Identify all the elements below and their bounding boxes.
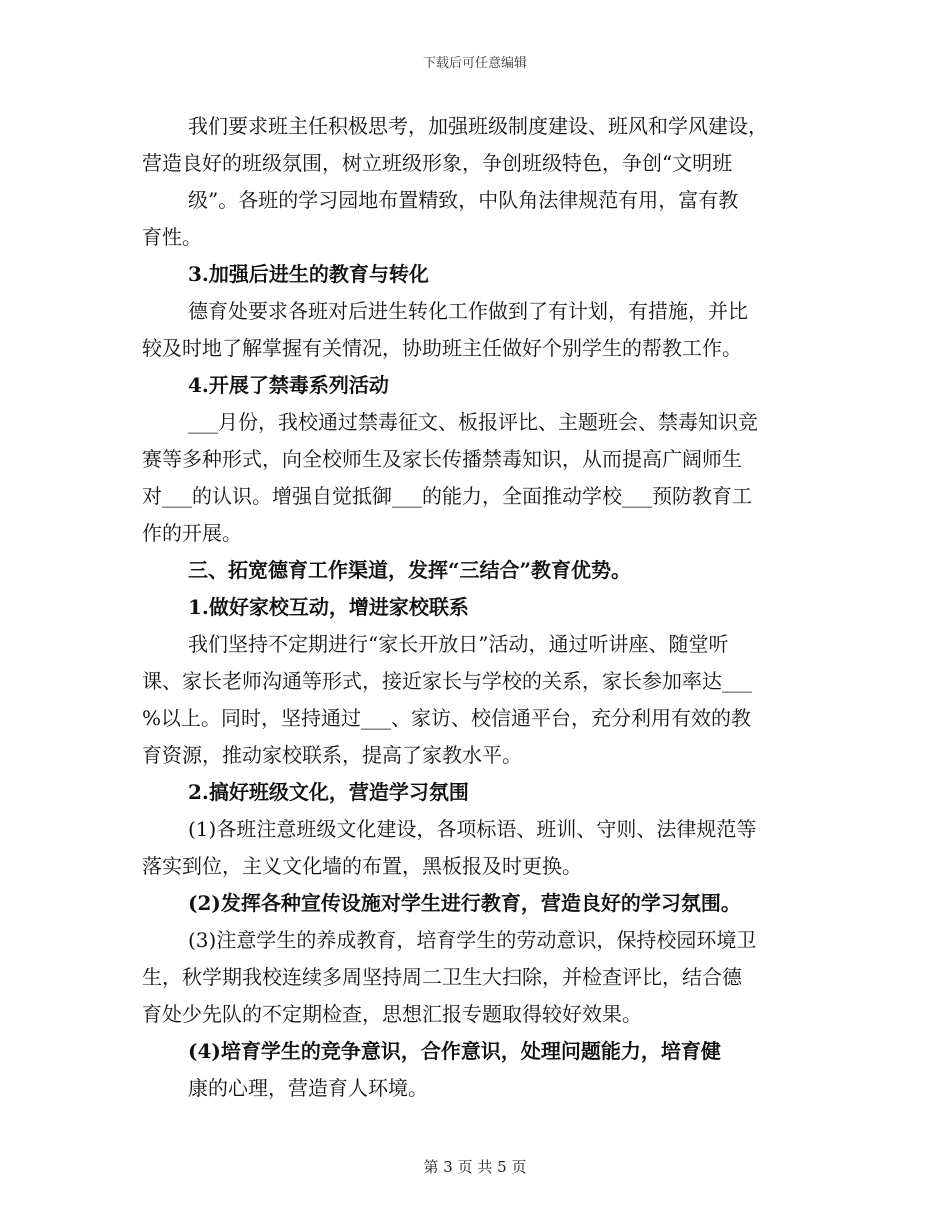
- paragraph-line: 级”。各班的学习园地布置精致，中队角法律规范有用，富有教: [188, 188, 739, 212]
- heading-line: 1.做好家校互动，增进家校联系: [188, 595, 469, 619]
- heading-line: (4)培育学生的竞争意识，合作意识，处理问题能力，培育健: [188, 1039, 721, 1063]
- paragraph-line: 康的心理，营造育人环境。: [188, 1076, 428, 1100]
- paragraph-line: (3)注意学生的养成教育，培育学生的劳动意识，保持校园环境卫: [188, 928, 757, 952]
- paragraph-line: 赛等多种形式，向全校师生及家长传播禁毒知识，从而提高广阔师生: [142, 447, 742, 471]
- paragraph-line: 落实到位，主义文化墙的布置，黑板报及时更换。: [142, 854, 582, 878]
- heading-line: 三、拓宽德育工作渠道，发挥“三结合”教育优势。: [188, 558, 632, 582]
- paragraph-line: (1)各班注意班级文化建设，各项标语、班训、守则、法律规范等: [188, 817, 757, 841]
- heading-line: 4.开展了禁毒系列活动: [188, 373, 389, 397]
- heading-line: 3.加强后进生的教育与转化: [188, 262, 429, 286]
- paragraph-line: 我们要求班主任积极思考，加强班级制度建设、班风和学风建设，: [188, 114, 768, 138]
- paragraph-line: 育性。: [142, 225, 202, 249]
- paragraph-line: 作的开展。: [142, 521, 242, 545]
- heading-line: (2)发挥各种宣传设施对学生进行教育，营造良好的学习氛围。: [188, 891, 741, 915]
- paragraph-line: 育处少先队的不定期检查，思想汇报专题取得较好效果。: [142, 1002, 642, 1026]
- page-header: 下载后可任意编辑: [422, 56, 527, 71]
- heading-line: 2.搞好班级文化，营造学习氛围: [188, 780, 469, 804]
- paragraph-line: 育资源，推动家校联系，提高了家教水平。: [142, 743, 522, 767]
- document-body: [142, 108, 814, 1107]
- paragraph-line: 课、家长老师沟通等形式，接近家长与学校的关系，家长参加率达___: [142, 669, 752, 693]
- paragraph-line: ___月份，我校通过禁毒征文、板报评比、主题班会、禁毒知识竞: [188, 410, 758, 434]
- paragraph-line: 对___的认识。增强自觉抵御___的能力，全面推动学校___预防教育工: [142, 484, 752, 508]
- paragraph-line: 德育处要求各班对后进生转化工作做到了有计划，有措施，并比: [188, 299, 748, 323]
- paragraph-line: 较及时地了解掌握有关情况，协助班主任做好个别学生的帮教工作。: [142, 336, 742, 360]
- paragraph-line: 营造良好的班级氛围，树立班级形象，争创班级特色，争创“文明班: [142, 151, 733, 175]
- paragraph-line: %以上。同时，坚持通过___、家访、校信通平台，充分利用有效的教: [142, 706, 752, 730]
- paragraph-line: 生，秋学期我校连续多周坚持周二卫生大扫除，并检查评比，结合德: [142, 965, 742, 989]
- page-footer: 第 3 页 共 5 页: [423, 1158, 527, 1176]
- paragraph-line: 我们坚持不定期进行“家长开放日”活动，通过听讲座、随堂听: [188, 632, 729, 656]
